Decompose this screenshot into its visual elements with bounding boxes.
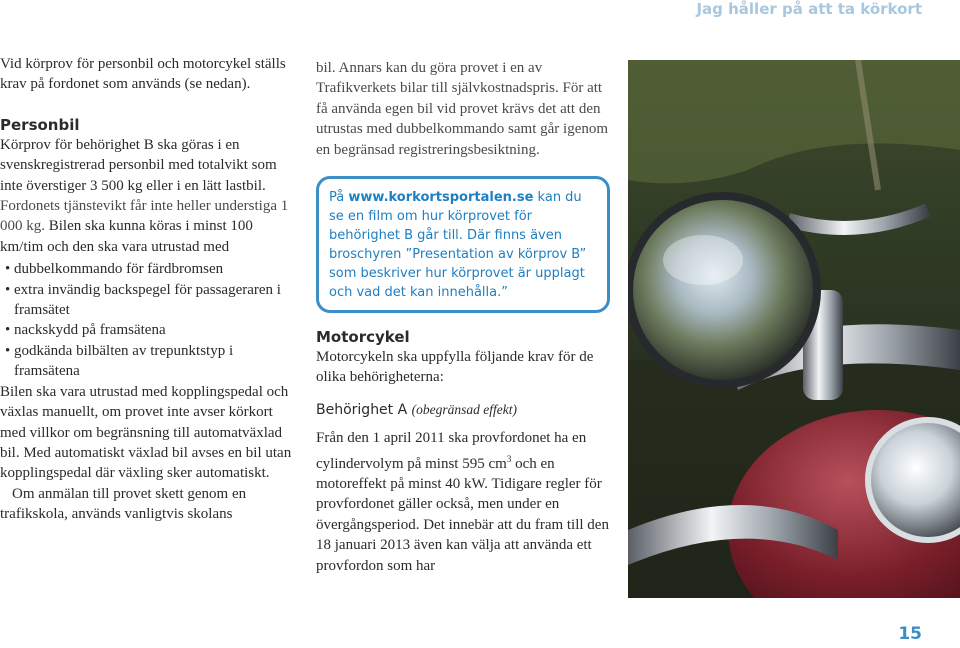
superscript: 3 — [506, 453, 512, 464]
anmalan-paragraph: Om anmälan till provet skett genom en trafikskola, används vanligtvis skolans — [0, 485, 247, 523]
behorighet-a-heading: Behörighet A (obegränsad effekt) — [316, 401, 517, 418]
equipment-list — [0, 259, 296, 381]
intro-paragraph: Vid körprov för personbil och motorcykel ställs krav på fordonet som används (se nedan). — [0, 56, 286, 93]
korkortsportalen-link[interactable]: www.korkortsportalen.se — [348, 190, 534, 206]
right-column — [316, 58, 612, 576]
motorcycle-mirror-photo — [628, 60, 960, 598]
info-box-text: kan du se en film om hur körprovet för behörighet B går till. Där finns även broschyren ”Presentation av körprov B” som beskriver hur körprovet är upplagt och vad det kan innehålla.” — [329, 190, 587, 301]
motorcykel-heading: Motorcykel — [316, 328, 410, 347]
list-item: • dubbelkommando för färdbromsen — [5, 261, 224, 278]
list-item: • nackskydd på framsätena — [5, 322, 166, 339]
left-column — [0, 54, 296, 525]
koppling-paragraph: Bilen ska vara utrustad med kopplingspedal och växlas manuellt, om provet inte avser körkort med villkor om begränsning till automatväxlad bil. Med automatiskt växlad bil avses en bil utan kopplingspedal där växling sker automatiskt. — [0, 383, 292, 482]
page-number: 15 — [898, 624, 922, 644]
personbil-heading: Personbil — [0, 115, 80, 134]
info-box-prefix: På — [329, 190, 345, 206]
motorcykel-paragraph: Motorcykeln ska uppfylla följande krav för de olika behörigheterna: — [316, 349, 594, 386]
personbil-text-b: Fordonets tjänstevikt får inte heller understiga 1 000 kg. — [0, 198, 289, 235]
photo-illustration — [628, 60, 960, 598]
personbil-text-c: Bilen ska kunna köras i minst 100 km/tim och den ska vara utrustad med — [0, 218, 253, 255]
list-item: • godkända bilbälten av trepunktstyp i framsätena — [5, 342, 234, 380]
list-item: • extra invändig backspegel för passageraren i framsätet — [5, 281, 281, 319]
continued-paragraph: bil. Annars kan du göra provet i en av Trafikverkets bilar till självkostnadspris. För att få använda egen bil vid provet krävs det att den utrustas med dubbelkommando samt går igenom en begränsad registreringsbesiktning. — [316, 60, 609, 158]
behorighet-a-paragraph: Från den 1 april 2011 ska provfordonet ha en cylindervolym på minst 595 $cm^3$ och en motoreffekt på minst 40 kW. Tidigare regler för provfordonet gäller också, men under en övergångsperiod. Det innebär att du fram till den 18 januari 2013 även kan välja att använda ett provfordon som har — [316, 430, 609, 574]
personbil-text-a: Körprov för behörighet B ska göras i en svenskregistrerad personbil med totalvikt som inte överstiger 3 500 kg eller i en lätt lastbil. — [0, 136, 277, 194]
personbil-paragraph — [0, 135, 296, 257]
info-box — [316, 176, 610, 313]
running-header: Jag håller på att ta körkort — [696, 0, 922, 18]
behorighet-a-note: (obegränsad effekt) — [411, 401, 517, 417]
